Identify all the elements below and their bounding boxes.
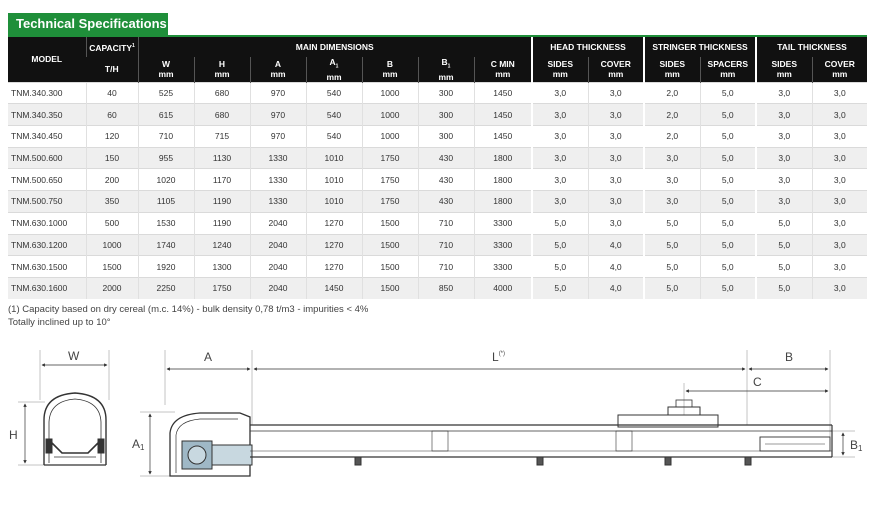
value-cell: 540	[306, 104, 362, 126]
value-cell: 1500	[86, 256, 138, 278]
value-cell: 5,0	[700, 82, 756, 104]
value-cell: 1270	[306, 256, 362, 278]
value-cell: 2000	[86, 277, 138, 298]
model-cell: TNM.340.450	[8, 126, 86, 148]
value-cell: 5,0	[532, 234, 588, 256]
value-cell: 40	[86, 82, 138, 104]
value-cell: 3300	[474, 234, 532, 256]
value-cell: 1105	[138, 191, 194, 213]
model-header: MODEL	[8, 37, 86, 82]
value-cell: 430	[418, 147, 474, 169]
value-cell: 5,0	[700, 256, 756, 278]
value-cell: 1330	[250, 169, 306, 191]
table-row	[8, 256, 867, 278]
b1-header: $B_1$ mm	[418, 57, 474, 82]
value-cell: 710	[418, 212, 474, 234]
tail-cover-header: COVER mm	[812, 57, 867, 82]
value-cell: 1010	[306, 191, 362, 213]
value-cell: 970	[250, 104, 306, 126]
a-header: A mm	[250, 57, 306, 82]
value-cell: 3,0	[756, 147, 812, 169]
b-header: B mm	[362, 57, 418, 82]
value-cell: 1450	[306, 277, 362, 298]
dim-label-h: H	[9, 428, 18, 442]
value-cell: 1170	[194, 169, 250, 191]
value-cell: 4,0	[588, 277, 644, 298]
value-cell: 3,0	[532, 82, 588, 104]
value-cell: 3300	[474, 212, 532, 234]
value-cell: 615	[138, 104, 194, 126]
model-cell: TNM.500.600	[8, 147, 86, 169]
value-cell: 4,0	[588, 256, 644, 278]
table-row	[8, 82, 867, 104]
specifications-table	[8, 37, 867, 299]
table-row	[8, 147, 867, 169]
value-cell: 3300	[474, 256, 532, 278]
value-cell: 1800	[474, 191, 532, 213]
value-cell: 200	[86, 169, 138, 191]
value-cell: 970	[250, 82, 306, 104]
section-title: Technical Specifications	[16, 16, 167, 31]
model-cell: TNM.340.300	[8, 82, 86, 104]
value-cell: 3,0	[532, 191, 588, 213]
value-cell: 5,0	[644, 212, 700, 234]
value-cell: 1500	[362, 277, 418, 298]
value-cell: 300	[418, 104, 474, 126]
cmin-header: C MIN mm	[474, 57, 532, 82]
value-cell: 1330	[250, 191, 306, 213]
head-cover-header: COVER mm	[588, 57, 644, 82]
value-cell: 1010	[306, 169, 362, 191]
value-cell: 1500	[362, 234, 418, 256]
value-cell: 1270	[306, 212, 362, 234]
dim-label-b: B	[785, 350, 794, 364]
value-cell: 4,0	[588, 234, 644, 256]
value-cell: 5,0	[700, 169, 756, 191]
table-row	[8, 126, 867, 148]
value-cell: 710	[418, 256, 474, 278]
value-cell: 5,0	[644, 277, 700, 298]
table-row	[8, 169, 867, 191]
value-cell: 350	[86, 191, 138, 213]
value-cell: 150	[86, 147, 138, 169]
section-title-tab	[8, 13, 168, 35]
value-cell: 715	[194, 126, 250, 148]
value-cell: 2040	[250, 234, 306, 256]
inclination-note: Totally inclined up to 10°	[8, 317, 111, 328]
value-cell: 5,0	[756, 212, 812, 234]
value-cell: 3,0	[812, 256, 867, 278]
side-view	[140, 350, 855, 476]
value-cell: 5,0	[700, 191, 756, 213]
value-cell: 850	[418, 277, 474, 298]
value-cell: 3,0	[812, 212, 867, 234]
value-cell: 1240	[194, 234, 250, 256]
value-cell: 3,0	[756, 82, 812, 104]
value-cell: 1740	[138, 234, 194, 256]
value-cell: 5,0	[700, 104, 756, 126]
value-cell: 3,0	[588, 212, 644, 234]
value-cell: 5,0	[644, 256, 700, 278]
value-cell: 3,0	[756, 169, 812, 191]
value-cell: 5,0	[700, 126, 756, 148]
value-cell: 2040	[250, 277, 306, 298]
value-cell: 1130	[194, 147, 250, 169]
model-cell: TNM.630.1500	[8, 256, 86, 278]
value-cell: 1750	[362, 169, 418, 191]
value-cell: 680	[194, 82, 250, 104]
dim-label-w: W	[68, 349, 80, 363]
stringer-sides-header: SIDES mm	[644, 57, 700, 82]
table-row	[8, 234, 867, 256]
tail-thickness-header: TAIL THICKNESS	[756, 37, 867, 57]
value-cell: 1190	[194, 212, 250, 234]
value-cell: 2250	[138, 277, 194, 298]
table-row	[8, 277, 867, 298]
value-cell: 2,0	[644, 104, 700, 126]
value-cell: 1450	[474, 126, 532, 148]
value-cell: 3,0	[756, 104, 812, 126]
value-cell: 1750	[362, 147, 418, 169]
w-header: W mm	[138, 57, 194, 82]
head-thickness-header: HEAD THICKNESS	[532, 37, 644, 57]
value-cell: 5,0	[532, 277, 588, 298]
value-cell: 3,0	[588, 147, 644, 169]
value-cell: 680	[194, 104, 250, 126]
value-cell: 1300	[194, 256, 250, 278]
model-cell: TNM.630.1600	[8, 277, 86, 298]
dim-label-a: A	[204, 350, 213, 364]
group-header-row	[8, 37, 867, 57]
capacity-header: CAPACITY$^1$	[86, 37, 138, 57]
value-cell: 5,0	[756, 277, 812, 298]
value-cell: 3,0	[588, 126, 644, 148]
value-cell: 5,0	[756, 234, 812, 256]
value-cell: 1010	[306, 147, 362, 169]
value-cell: 1500	[362, 256, 418, 278]
value-cell: 3,0	[588, 82, 644, 104]
value-cell: 4000	[474, 277, 532, 298]
table-row	[8, 104, 867, 126]
value-cell: 3,0	[756, 191, 812, 213]
value-cell: 60	[86, 104, 138, 126]
value-cell: 3,0	[812, 126, 867, 148]
value-cell: 5,0	[700, 234, 756, 256]
value-cell: 3,0	[756, 126, 812, 148]
value-cell: 1000	[362, 82, 418, 104]
value-cell: 955	[138, 147, 194, 169]
cross-section-view	[18, 350, 109, 465]
value-cell: 120	[86, 126, 138, 148]
h-header: H mm	[194, 57, 250, 82]
value-cell: 1020	[138, 169, 194, 191]
specifications-body	[8, 82, 867, 298]
value-cell: 1450	[474, 104, 532, 126]
value-cell: 1530	[138, 212, 194, 234]
model-cell: TNM.630.1000	[8, 212, 86, 234]
value-cell: 1920	[138, 256, 194, 278]
value-cell: 3,0	[644, 191, 700, 213]
tail-sides-header: SIDES mm	[756, 57, 812, 82]
table-row	[8, 191, 867, 213]
value-cell: 430	[418, 191, 474, 213]
value-cell: 540	[306, 126, 362, 148]
model-cell: TNM.500.750	[8, 191, 86, 213]
value-cell: 3,0	[812, 82, 867, 104]
value-cell: 3,0	[532, 104, 588, 126]
value-cell: 3,0	[812, 191, 867, 213]
value-cell: 525	[138, 82, 194, 104]
value-cell: 500	[86, 212, 138, 234]
value-cell: 1270	[306, 234, 362, 256]
value-cell: 5,0	[644, 234, 700, 256]
stringer-thickness-header: STRINGER THICKNESS	[644, 37, 756, 57]
value-cell: 540	[306, 82, 362, 104]
main-dimensions-header: MAIN DIMENSIONS	[138, 37, 532, 57]
dim-label-a1: A1	[132, 437, 145, 452]
value-cell: 1500	[362, 212, 418, 234]
value-cell: 970	[250, 126, 306, 148]
value-cell: 1450	[474, 82, 532, 104]
value-cell: 1750	[194, 277, 250, 298]
value-cell: 1750	[362, 191, 418, 213]
conveyor-dimension-drawing	[0, 345, 877, 510]
value-cell: 430	[418, 169, 474, 191]
value-cell: 1000	[86, 234, 138, 256]
value-cell: 5,0	[700, 277, 756, 298]
value-cell: 5,0	[532, 256, 588, 278]
value-cell: 3,0	[588, 104, 644, 126]
value-cell: 5,0	[700, 212, 756, 234]
value-cell: 300	[418, 82, 474, 104]
value-cell: 5,0	[532, 212, 588, 234]
value-cell: 3,0	[532, 147, 588, 169]
a1-header: $A_1$ mm	[306, 57, 362, 82]
capacity-footnote: (1) Capacity based on dry cereal (m.c. 14%) - bulk density 0,78 t/m3 - impurities < 4%	[8, 304, 369, 315]
model-cell: TNM.340.350	[8, 104, 86, 126]
dim-label-c: C	[753, 375, 762, 389]
value-cell: 3,0	[644, 147, 700, 169]
value-cell: 3,0	[532, 126, 588, 148]
th-header: T/H	[86, 57, 138, 82]
value-cell: 5,0	[756, 256, 812, 278]
value-cell: 2040	[250, 256, 306, 278]
value-cell: 1800	[474, 147, 532, 169]
value-cell: 2,0	[644, 82, 700, 104]
value-cell: 1330	[250, 147, 306, 169]
value-cell: 3,0	[812, 104, 867, 126]
model-cell: TNM.500.650	[8, 169, 86, 191]
value-cell: 3,0	[812, 169, 867, 191]
value-cell: 2040	[250, 212, 306, 234]
value-cell: 710	[138, 126, 194, 148]
dim-label-b1: B1	[850, 438, 863, 453]
value-cell: 1190	[194, 191, 250, 213]
head-sides-header: SIDES mm	[532, 57, 588, 82]
value-cell: 3,0	[532, 169, 588, 191]
value-cell: 1800	[474, 169, 532, 191]
model-cell: TNM.630.1200	[8, 234, 86, 256]
value-cell: 5,0	[700, 147, 756, 169]
value-cell: 1000	[362, 126, 418, 148]
value-cell: 2,0	[644, 126, 700, 148]
value-cell: 1000	[362, 104, 418, 126]
value-cell: 3,0	[588, 191, 644, 213]
stringer-spacers-header: SPACERS mm	[700, 57, 756, 82]
value-cell: 710	[418, 234, 474, 256]
value-cell: 3,0	[588, 169, 644, 191]
value-cell: 3,0	[644, 169, 700, 191]
dim-label-l: L(*)	[492, 350, 506, 364]
value-cell: 300	[418, 126, 474, 148]
value-cell: 3,0	[812, 277, 867, 298]
value-cell: 3,0	[812, 234, 867, 256]
sub-header-row	[8, 57, 867, 82]
table-row	[8, 212, 867, 234]
value-cell: 3,0	[812, 147, 867, 169]
